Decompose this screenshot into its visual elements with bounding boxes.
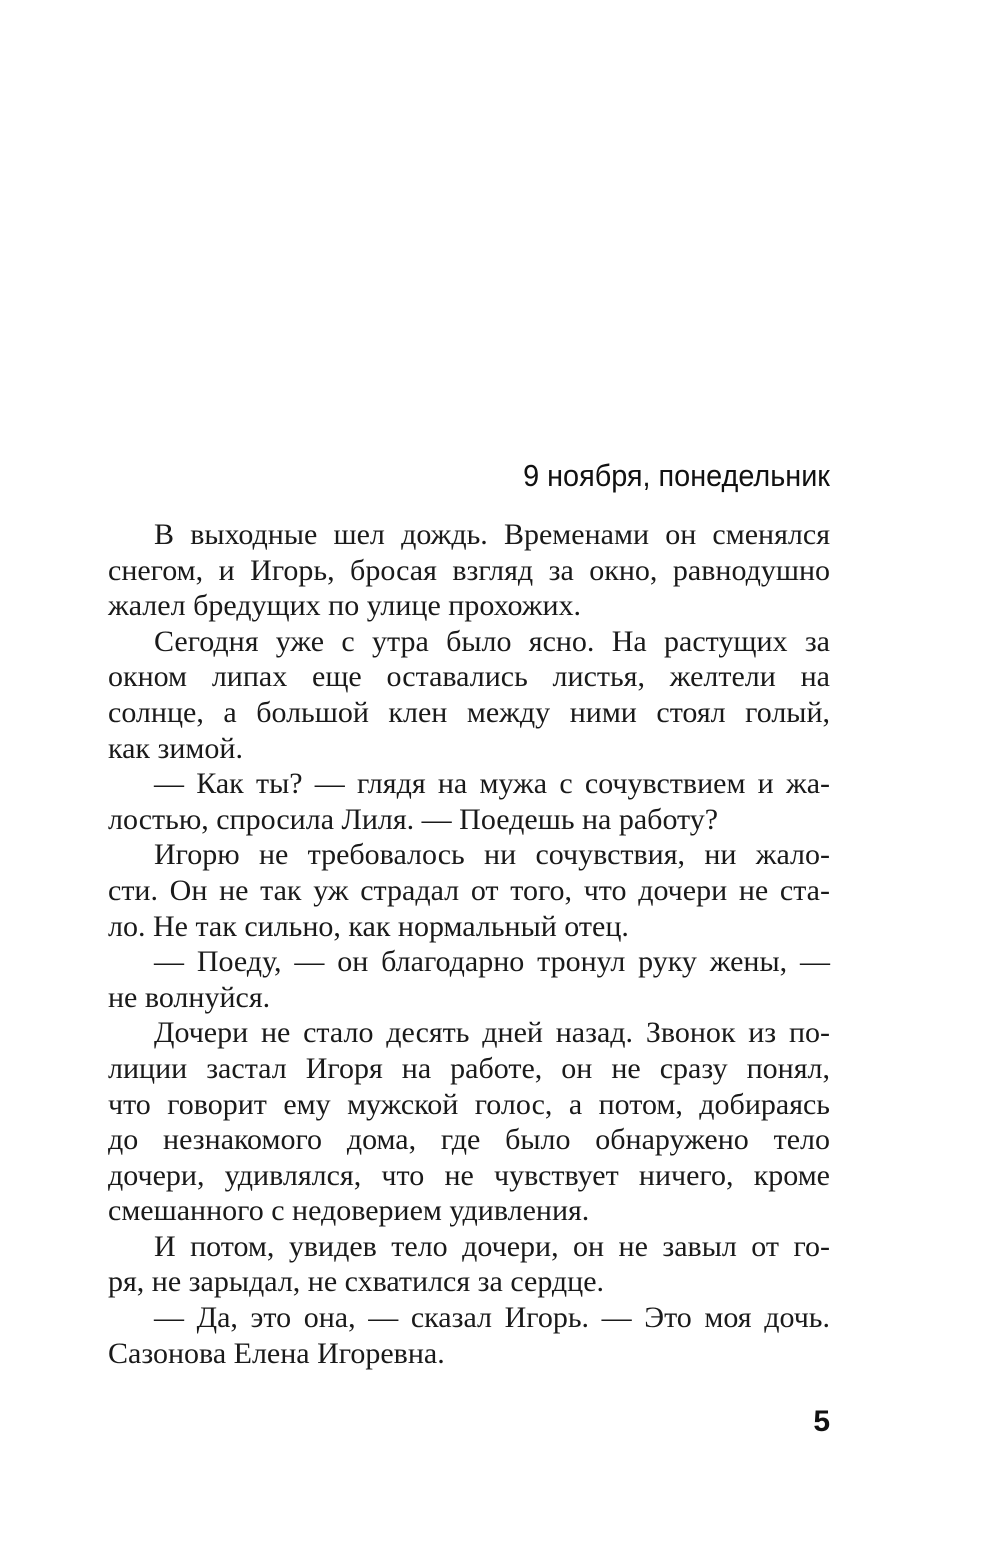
text-line: до незнакомого дома, где было обнаружено тело — [108, 1123, 830, 1157]
text-line: окном липах еще оставались листья, желтели на — [108, 660, 830, 694]
text-line: Игорю не требовалось ни сочувствия, ни жало- — [154, 838, 830, 872]
text-line: снегом, и Игорь, бросая взгляд за окно, равнодушно — [108, 553, 830, 587]
text-line: ря, не зарыдал, не схватился за сердце. — [108, 1265, 605, 1299]
page-number: 5 — [813, 1405, 830, 1438]
text-line: И потом, увидев тело дочери, он не завыл от го- — [154, 1229, 830, 1263]
text-line: сти. Он не так уж страдал от того, что дочери не ста- — [108, 873, 830, 907]
text-line: жалел бредущих по улице прохожих. — [108, 589, 581, 623]
text-line: — Да, это она, — сказал Игорь. — Это моя дочь. — [154, 1301, 830, 1335]
text-line: Сазонова Елена Игоревна. — [108, 1336, 445, 1370]
text-line: лостью, спросила Лиля. — Поедешь на работу? — [108, 802, 719, 836]
text-line: не волнуйся. — [108, 980, 271, 1014]
text-line: ло. Не так сильно, как нормальный отец. — [108, 909, 629, 943]
text-line: Сегодня уже с утра было ясно. На растущих за — [154, 624, 830, 658]
text-line: что говорит ему мужской голос, а потом, добираясь — [108, 1087, 830, 1121]
text-line: лиции застал Игоря на работе, он не сразу понял, — [108, 1051, 830, 1085]
text-line: как зимой. — [108, 731, 243, 765]
text-line: — Поеду, — он благодарно тронул руку жены, — — [154, 945, 830, 979]
text-line: Дочери не стало десять дней назад. Звонок из по- — [154, 1016, 830, 1050]
text-line: солнце, а большой клен между ними стоял голый, — [108, 695, 830, 729]
body-text — [108, 517, 830, 1371]
text-line: — Как ты? — глядя на мужа с сочувствием и жа- — [154, 767, 830, 801]
text-line: смешанного с недоверием удивления. — [108, 1194, 590, 1228]
text-line: В выходные шел дождь. Временами он сменялся — [154, 518, 830, 551]
chapter-heading: 9 ноября, понедельник — [523, 458, 830, 493]
text-line: дочери, удивлялся, что не чувствует ничего, кроме — [108, 1158, 830, 1192]
